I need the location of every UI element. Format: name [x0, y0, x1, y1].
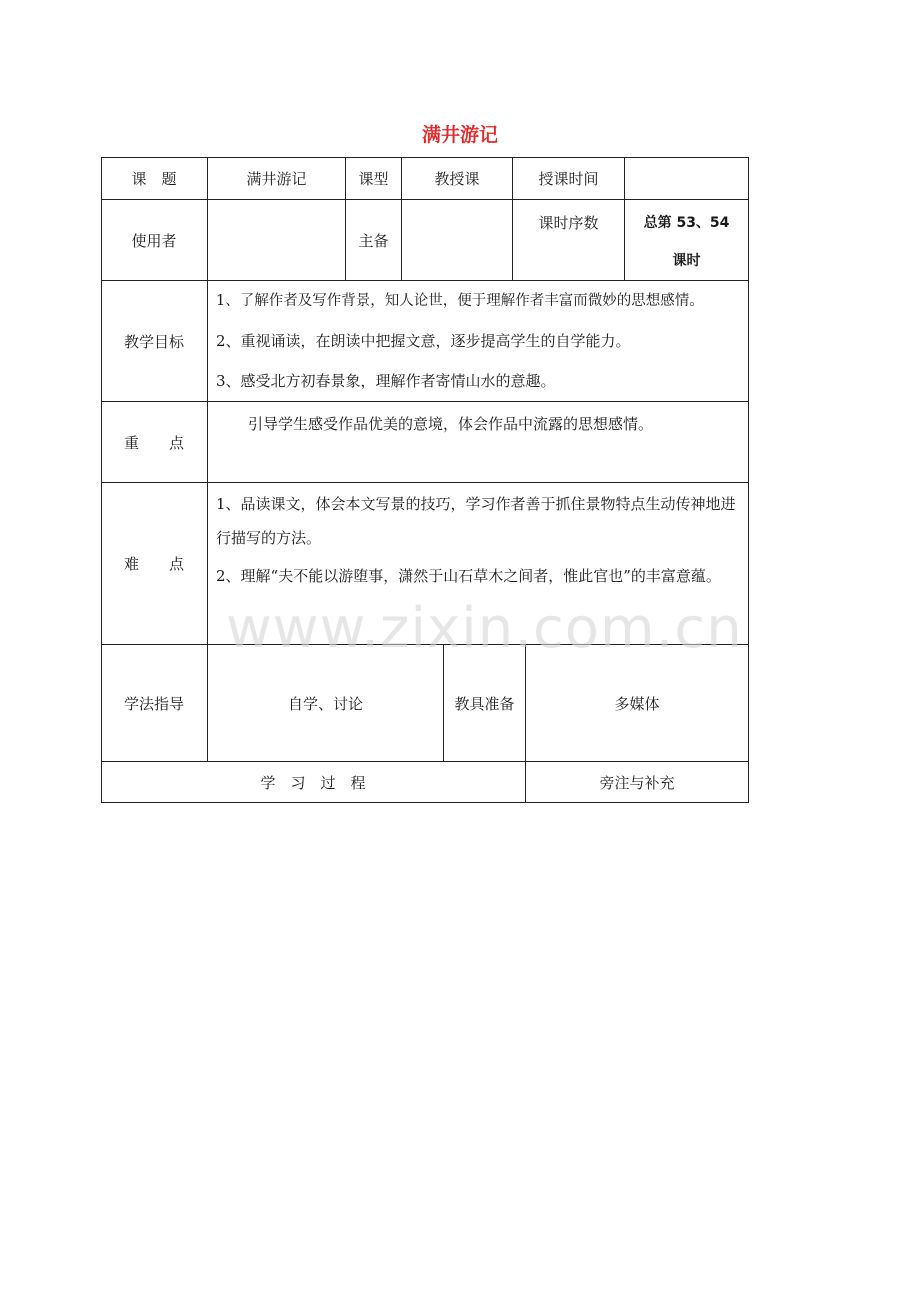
period-sequence-line2: 课时 — [672, 253, 701, 269]
watermark: www.zixin.com.cn — [226, 596, 743, 661]
topic-value: 满井游记 — [208, 157, 346, 200]
label-main-preparer: 主备 — [346, 200, 402, 281]
study-method-value: 自学、讨论 — [208, 645, 444, 762]
teaching-goals — [208, 281, 749, 402]
teaching-time-value — [625, 157, 749, 200]
period-sequence-value — [625, 200, 749, 281]
difficulty-item: 2、理解“夫不能以游堕事，潇然于山石草木之间者，惟此官也”的丰富意蕴。 — [216, 567, 721, 585]
label-teaching-time: 授课时间 — [513, 157, 625, 200]
goal-item: 3、感受北方初春景象，理解作者寄情山水的意趣。 — [216, 372, 556, 390]
label-period-sequence: 课时序数 — [513, 200, 625, 281]
label-teaching-goals: 教学目标 — [101, 281, 208, 402]
goal-item: 2、重视诵读，在朗读中把握文意，逐步提高学生的自学能力。 — [216, 332, 631, 350]
goal-item: 1、了解作者及写作背景，知人论世，便于理解作者丰富而微妙的思想感情。 — [216, 293, 704, 309]
main-preparer-value — [402, 200, 513, 281]
label-lesson-type: 课型 — [346, 157, 402, 200]
difficulty-item: 1、品读课文，体会本文写景的技巧，学习作者善于抓住景物特点生动传神地进行描写的方法。 — [216, 495, 736, 547]
key-point — [208, 402, 749, 483]
difficulty — [208, 483, 749, 645]
key-point-text: 引导学生感受作品优美的意境，体会作品中流露的思想感情。 — [248, 415, 654, 433]
label-key-point: 重 点 — [101, 402, 208, 483]
label-study-method: 学法指导 — [101, 645, 208, 762]
label-notes: 旁注与补充 — [526, 762, 749, 803]
label-topic: 课 题 — [101, 157, 208, 200]
label-user: 使用者 — [101, 200, 208, 281]
lesson-type-value: 教授课 — [402, 157, 513, 200]
page-title: 满井游记 — [421, 124, 498, 146]
label-difficulty: 难 点 — [101, 483, 208, 645]
period-sequence-line1: 总第 53、54 — [643, 215, 730, 231]
teaching-tools-value: 多媒体 — [526, 645, 749, 762]
label-teaching-tools: 教具准备 — [444, 645, 526, 762]
label-learning-process: 学 习 过 程 — [101, 762, 526, 803]
user-value — [208, 200, 346, 281]
